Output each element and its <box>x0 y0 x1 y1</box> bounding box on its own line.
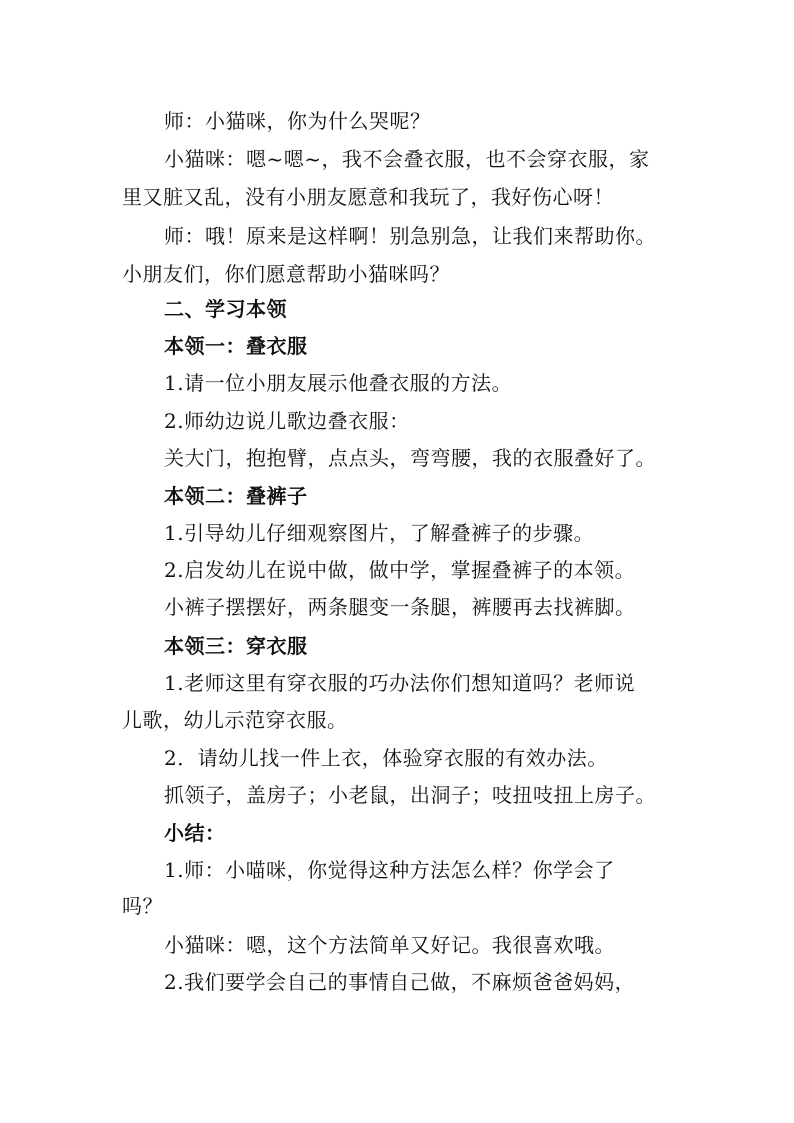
dialogue-line: 小朋友们，你们愿意帮助小猫咪吗？ <box>122 262 450 286</box>
step-line: 2．请幼儿找一件上衣，体验穿衣服的有效办法。 <box>164 746 608 770</box>
section-heading: 二、学习本领 <box>164 297 287 321</box>
step-line: 1.引导幼儿仔细观察图片，了解叠裤子的步骤。 <box>164 521 595 545</box>
rhyme-line: 小裤子摆摆好，两条腿变一条腿，裤腰再去找裤脚。 <box>164 595 636 619</box>
summary-line: 小猫咪：嗯，这个方法简单又好记。我很喜欢哦。 <box>164 933 615 957</box>
step-line: 1.老师这里有穿衣服的巧办法你们想知道吗？老师说 <box>164 671 636 695</box>
subsection-heading: 本领一：叠衣服 <box>164 334 308 358</box>
dialogue-line: 师：哦！原来是这样啊！别急别急，让我们来帮助你。 <box>164 224 656 248</box>
step-line: 2.启发幼儿在说中做，做中学，掌握叠裤子的本领。 <box>164 558 636 582</box>
summary-line: 2.我们要学会自己的事情自己做，不麻烦爸爸妈妈， <box>164 970 636 994</box>
dialogue-line: 师：小猫咪，你为什么哭呢？ <box>164 109 431 133</box>
dialogue-line: 小猫咪：嗯~嗯~，我不会叠衣服，也不会穿衣服，家 <box>164 147 650 171</box>
summary-line: 吗？ <box>122 894 163 918</box>
step-line: 1.请一位小朋友展示他叠衣服的方法。 <box>164 371 513 395</box>
dialogue-line: 里又脏又乱，没有小朋友愿意和我玩了，我好伤心呀！ <box>122 185 614 209</box>
subsection-heading: 本领三：穿衣服 <box>164 634 308 658</box>
summary-line: 1.师：小喵咪，你觉得这种方法怎么样？你学会了 <box>164 858 615 882</box>
step-line: 儿歌，幼儿示范穿衣服。 <box>122 708 348 732</box>
rhyme-line: 关大门，抱抱臂，点点头，弯弯腰，我的衣服叠好了。 <box>164 446 656 470</box>
rhyme-line: 抓领子，盖房子；小老鼠，出洞子；吱扭吱扭上房子。 <box>164 783 656 807</box>
subsection-heading: 本领二：叠裤子 <box>164 484 308 508</box>
summary-heading: 小结： <box>164 821 226 845</box>
step-line: 2.师幼边说儿歌边叠衣服： <box>164 409 410 433</box>
